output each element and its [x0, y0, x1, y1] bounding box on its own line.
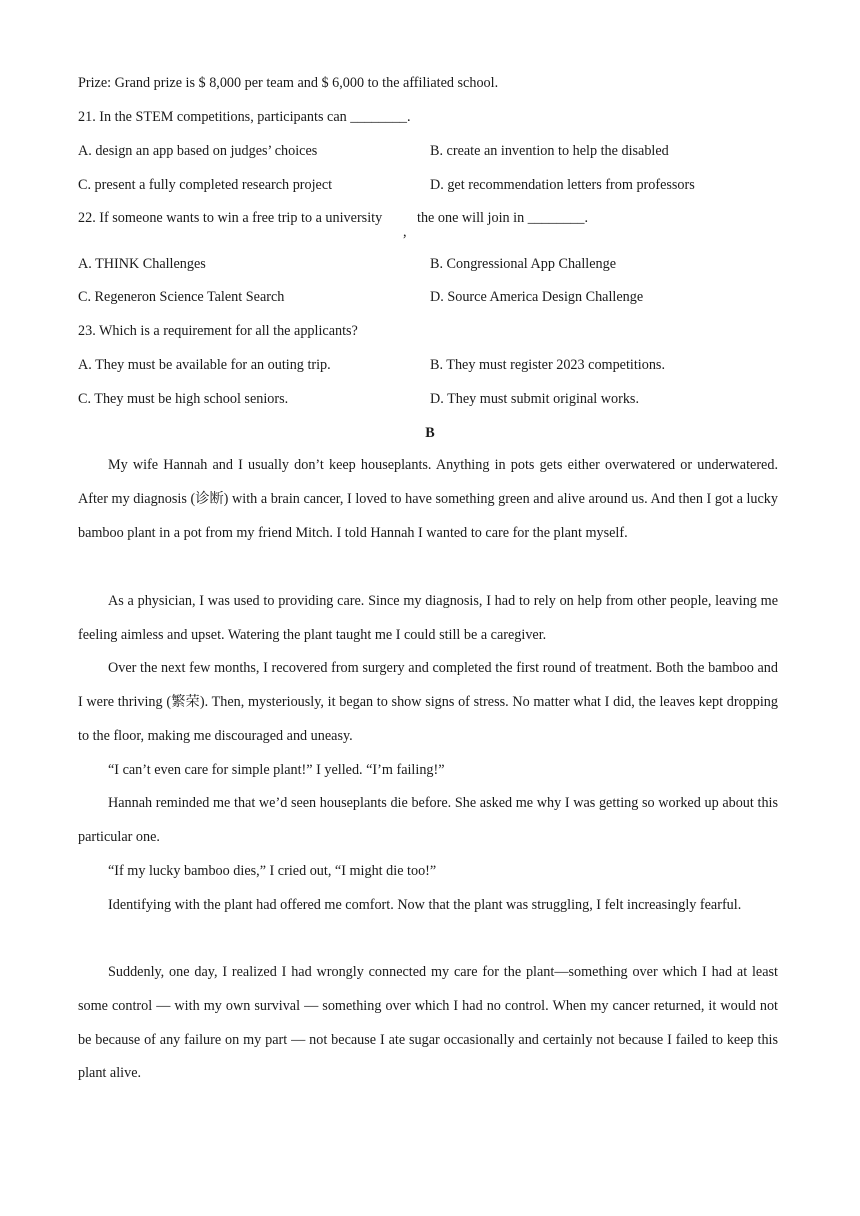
question-22-stem-part1: 22. If someone wants to win a free trip to a university	[78, 210, 383, 226]
paragraph: “If my lucky bamboo dies,” I cried out, “I might die too!”	[108, 863, 437, 879]
question-23-option-b: B. They must register 2023 competitions.	[430, 357, 665, 373]
question-22-option-b: B. Congressional App Challenge	[430, 256, 616, 272]
question-23-option-a: A. They must be available for an outing trip.	[78, 357, 331, 373]
question-23-option-c: C. They must be high school seniors.	[78, 391, 289, 407]
question-21-option-c: C. present a fully completed research project	[78, 177, 333, 193]
section-heading: B	[425, 425, 435, 441]
question-22-stem-part2: the one will join in ________.	[417, 210, 589, 226]
question-21-option-d: D. get recommendation letters from professors	[430, 177, 695, 193]
paragraph: As a physician, I was used to providing care. Since my diagnosis, I had to rely on help from other people, leaving me feeling aimless and upset. Watering the plant taught me I could still be a caregiver.	[78, 593, 778, 643]
paragraph: Suddenly, one day, I realized I had wrongly connected my care for the plant—something over which I had at least some control — with my own survival — something over which I had no control. When my cancer returned, it would not be because of any failure on my part — not because I ate sugar occasionally and certainly not because I failed to keep this plant alive.	[78, 964, 778, 1082]
paragraph: Hannah reminded me that we’d seen houseplants die before. She asked me why I was getting so worked up about this particular one.	[78, 795, 778, 845]
paragraph: “I can’t even care for simple plant!” I yelled. “I’m failing!”	[108, 762, 445, 778]
question-23-stem: 23. Which is a requirement for all the applicants?	[78, 323, 358, 339]
question-22-stem-comma: ,	[403, 224, 407, 240]
question-21-option-b: B. create an invention to help the disabled	[430, 143, 669, 159]
prize-line: Prize: Grand prize is $ 8,000 per team and $ 6,000 to the affiliated school.	[78, 75, 499, 91]
question-22-option-c: C. Regeneron Science Talent Search	[78, 289, 285, 305]
paragraph: My wife Hannah and I usually don’t keep houseplants. Anything in pots gets either overwatered or underwatered. After my diagnosis (诊断) with a brain cancer, I loved to have something green and alive around us. And then I got a lucky bamboo plant in a pot from my friend Mitch. I told Hannah I wanted to care for the plant myself.	[78, 457, 778, 541]
question-22-option-a: A. THINK Challenges	[78, 256, 206, 272]
question-21-option-a: A. design an app based on judges’ choices	[78, 143, 318, 159]
question-21-stem: 21. In the STEM competitions, participants can ________.	[78, 109, 411, 125]
paragraph: Over the next few months, I recovered from surgery and completed the first round of treatment. Both the bamboo and I were thriving (繁荣). Then, mysteriously, it began to show signs of stress. No matter what I did, the leaves kept dropping to the floor, making me discouraged and uneasy.	[78, 660, 778, 744]
paragraph: Identifying with the plant had offered me comfort. Now that the plant was struggling, I felt increasingly fearful.	[108, 897, 742, 913]
question-23-option-d: D. They must submit original works.	[430, 391, 639, 407]
question-22-option-d: D. Source America Design Challenge	[430, 289, 644, 305]
